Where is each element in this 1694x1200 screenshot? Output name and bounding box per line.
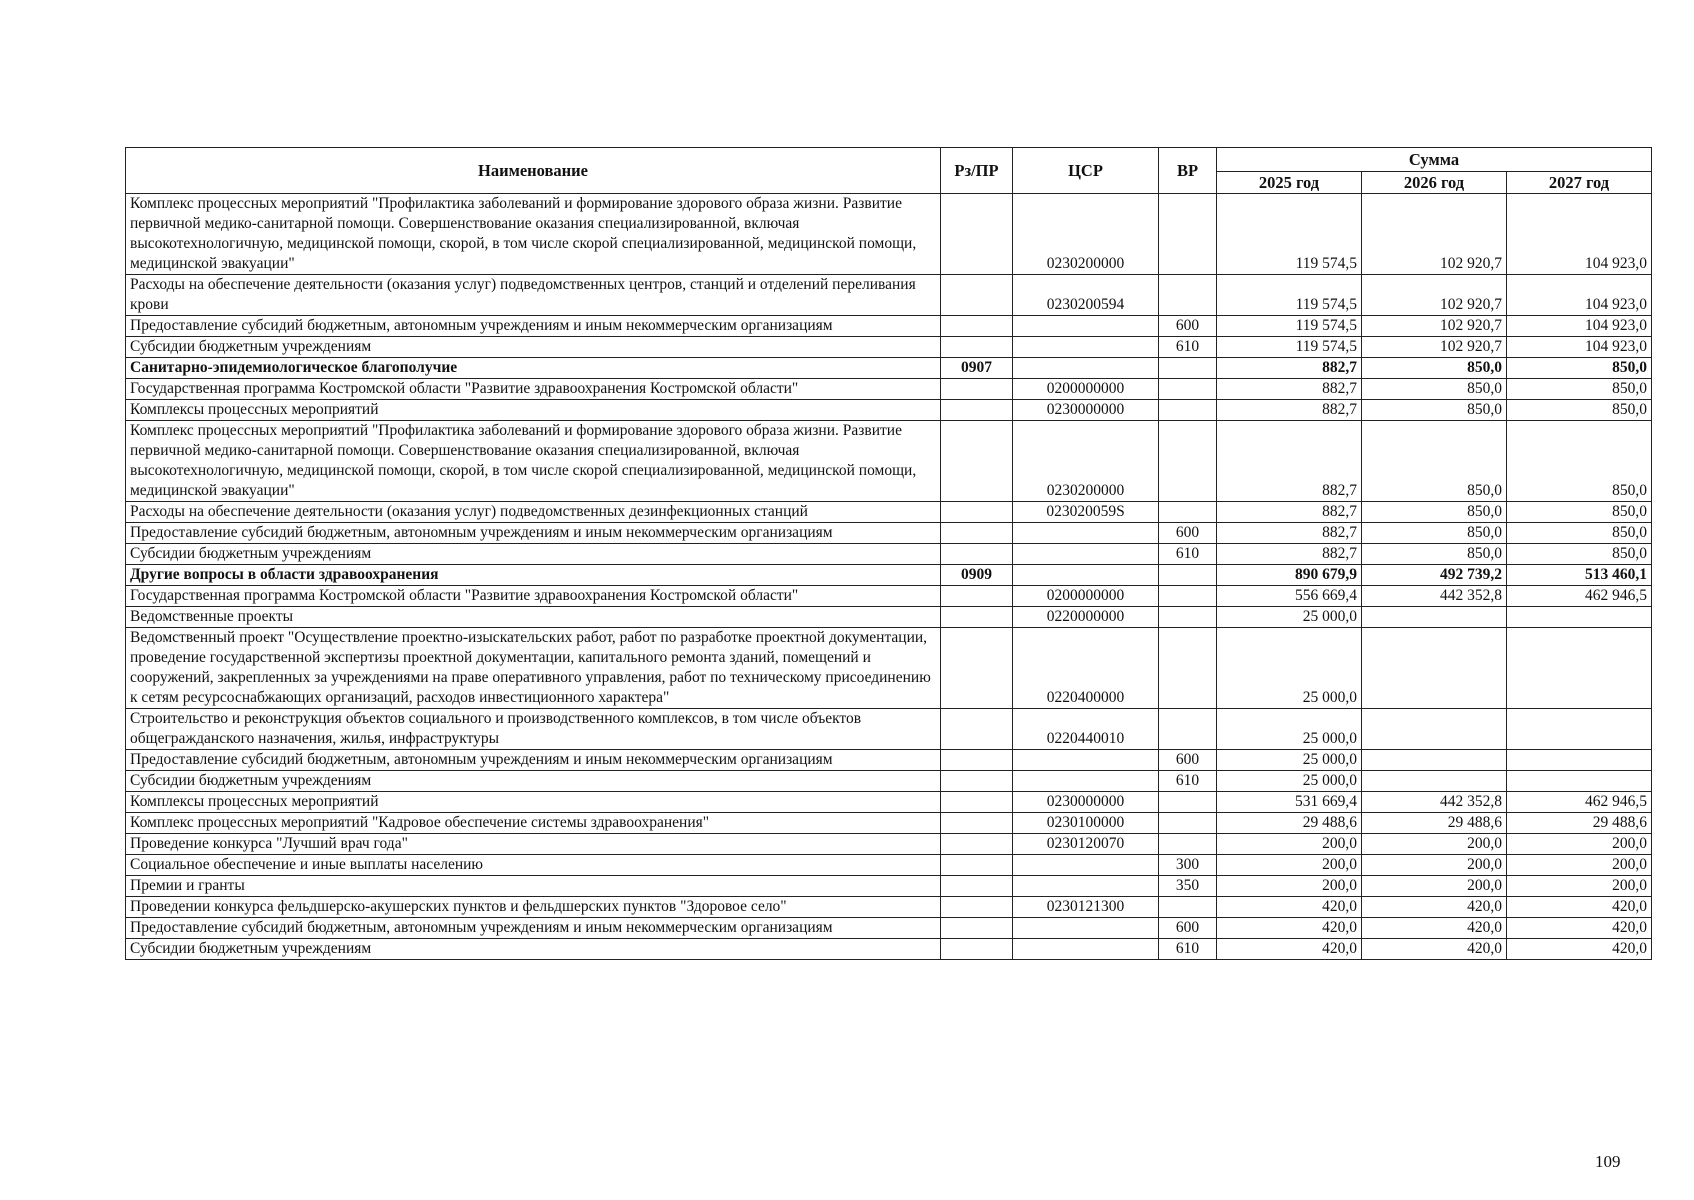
cell-2025: 882,7 xyxy=(1217,379,1362,400)
table-row xyxy=(126,628,1652,709)
cell-rzpr xyxy=(941,918,1013,939)
cell-2025: 25 000,0 xyxy=(1217,628,1362,709)
cell-vr xyxy=(1159,502,1217,523)
cell-2025: 531 669,4 xyxy=(1217,792,1362,813)
cell-rzpr xyxy=(941,855,1013,876)
cell-name: Проведении конкурса фельдшерско-акушерских пунктов и фельдшерских пунктов "Здоровое село" xyxy=(126,897,941,918)
budget-table xyxy=(125,147,1652,960)
cell-csr: 0230000000 xyxy=(1013,792,1159,813)
cell-vr xyxy=(1159,586,1217,607)
table-row xyxy=(126,607,1652,628)
cell-name: Расходы на обеспечение деятельности (оказания услуг) подведомственных дезинфекционных станций xyxy=(126,502,941,523)
cell-2025: 119 574,5 xyxy=(1217,337,1362,358)
cell-vr: 600 xyxy=(1159,523,1217,544)
cell-2025: 25 000,0 xyxy=(1217,771,1362,792)
cell-csr: 0220440010 xyxy=(1013,709,1159,750)
cell-rzpr xyxy=(941,275,1013,316)
cell-csr: 0230100000 xyxy=(1013,813,1159,834)
cell-2027 xyxy=(1507,709,1652,750)
cell-2026: 200,0 xyxy=(1362,855,1507,876)
table-row xyxy=(126,918,1652,939)
cell-2026: 200,0 xyxy=(1362,876,1507,897)
table-row xyxy=(126,523,1652,544)
table-row xyxy=(126,834,1652,855)
cell-rzpr xyxy=(941,337,1013,358)
table-row xyxy=(126,337,1652,358)
table-row xyxy=(126,813,1652,834)
cell-2025: 882,7 xyxy=(1217,502,1362,523)
cell-2026: 850,0 xyxy=(1362,544,1507,565)
cell-rzpr: 0909 xyxy=(941,565,1013,586)
cell-name: Комплекс процессных мероприятий "Профилактика заболеваний и формирование здорового образа жизни. Развитие первичной медико-санитарной помощи. Совершенствование оказания специализированной, включая высокотехнологичную, медицинской помощи, скорой, в том числе скорой специализированной, медицинской помощи, медицинской эвакуации" xyxy=(126,194,941,275)
cell-2026 xyxy=(1362,607,1507,628)
cell-2027: 850,0 xyxy=(1507,379,1652,400)
cell-2025: 882,7 xyxy=(1217,523,1362,544)
table-row xyxy=(126,750,1652,771)
cell-2027: 850,0 xyxy=(1507,358,1652,379)
cell-2025: 200,0 xyxy=(1217,855,1362,876)
cell-2025: 25 000,0 xyxy=(1217,750,1362,771)
cell-2025: 119 574,5 xyxy=(1217,275,1362,316)
cell-vr xyxy=(1159,565,1217,586)
header-year-2026: 2026 год xyxy=(1362,172,1507,194)
cell-csr: 0230200000 xyxy=(1013,421,1159,502)
cell-2027 xyxy=(1507,750,1652,771)
table-row xyxy=(126,586,1652,607)
cell-2026: 850,0 xyxy=(1362,358,1507,379)
cell-vr xyxy=(1159,628,1217,709)
cell-name: Предоставление субсидий бюджетным, автономным учреждениям и иным некоммерческим организациям xyxy=(126,918,941,939)
cell-2025: 420,0 xyxy=(1217,939,1362,960)
cell-vr: 350 xyxy=(1159,876,1217,897)
cell-name: Предоставление субсидий бюджетным, автономным учреждениям и иным некоммерческим организациям xyxy=(126,316,941,337)
cell-2025: 882,7 xyxy=(1217,400,1362,421)
table-row xyxy=(126,275,1652,316)
cell-2027: 200,0 xyxy=(1507,855,1652,876)
cell-rzpr xyxy=(941,607,1013,628)
table-header xyxy=(126,148,1652,194)
table-row xyxy=(126,316,1652,337)
table-row xyxy=(126,897,1652,918)
cell-2026: 850,0 xyxy=(1362,400,1507,421)
cell-csr xyxy=(1013,544,1159,565)
cell-vr xyxy=(1159,897,1217,918)
cell-name: Предоставление субсидий бюджетным, автономным учреждениям и иным некоммерческим организациям xyxy=(126,523,941,544)
table-row xyxy=(126,792,1652,813)
cell-csr: 0200000000 xyxy=(1013,586,1159,607)
cell-2026 xyxy=(1362,771,1507,792)
cell-2026: 850,0 xyxy=(1362,523,1507,544)
table-row xyxy=(126,939,1652,960)
table-row xyxy=(126,421,1652,502)
cell-2027: 462 946,5 xyxy=(1507,792,1652,813)
cell-2026: 102 920,7 xyxy=(1362,316,1507,337)
header-sum: Сумма xyxy=(1217,148,1652,172)
cell-name: Ведомственные проекты xyxy=(126,607,941,628)
cell-2025: 420,0 xyxy=(1217,897,1362,918)
cell-2026: 420,0 xyxy=(1362,897,1507,918)
cell-2026: 102 920,7 xyxy=(1362,337,1507,358)
cell-2026: 29 488,6 xyxy=(1362,813,1507,834)
cell-2027: 462 946,5 xyxy=(1507,586,1652,607)
cell-2027: 850,0 xyxy=(1507,400,1652,421)
cell-2025: 119 574,5 xyxy=(1217,316,1362,337)
cell-2027: 104 923,0 xyxy=(1507,194,1652,275)
cell-2026: 442 352,8 xyxy=(1362,586,1507,607)
cell-vr xyxy=(1159,421,1217,502)
table-row xyxy=(126,502,1652,523)
cell-2026: 850,0 xyxy=(1362,421,1507,502)
cell-2027: 420,0 xyxy=(1507,939,1652,960)
table-row xyxy=(126,544,1652,565)
cell-2027: 850,0 xyxy=(1507,523,1652,544)
cell-2026: 102 920,7 xyxy=(1362,275,1507,316)
cell-2027: 104 923,0 xyxy=(1507,337,1652,358)
cell-2027: 513 460,1 xyxy=(1507,565,1652,586)
cell-2025: 25 000,0 xyxy=(1217,709,1362,750)
cell-vr: 600 xyxy=(1159,750,1217,771)
cell-vr xyxy=(1159,358,1217,379)
cell-2027: 850,0 xyxy=(1507,421,1652,502)
cell-2027: 104 923,0 xyxy=(1507,316,1652,337)
cell-csr: 0230200594 xyxy=(1013,275,1159,316)
cell-2026: 492 739,2 xyxy=(1362,565,1507,586)
header-rzpr: Рз/ПР xyxy=(941,148,1013,194)
cell-csr: 0200000000 xyxy=(1013,379,1159,400)
cell-name: Комплексы процессных мероприятий xyxy=(126,400,941,421)
cell-csr xyxy=(1013,316,1159,337)
cell-vr xyxy=(1159,607,1217,628)
cell-rzpr xyxy=(941,586,1013,607)
cell-name: Предоставление субсидий бюджетным, автономным учреждениям и иным некоммерческим организациям xyxy=(126,750,941,771)
cell-rzpr xyxy=(941,400,1013,421)
cell-2026: 420,0 xyxy=(1362,939,1507,960)
cell-2025: 420,0 xyxy=(1217,918,1362,939)
cell-2027: 104 923,0 xyxy=(1507,275,1652,316)
cell-rzpr xyxy=(941,771,1013,792)
cell-2026: 200,0 xyxy=(1362,834,1507,855)
cell-2027: 29 488,6 xyxy=(1507,813,1652,834)
table-row xyxy=(126,855,1652,876)
cell-csr xyxy=(1013,358,1159,379)
cell-2025: 29 488,6 xyxy=(1217,813,1362,834)
cell-2026 xyxy=(1362,750,1507,771)
cell-rzpr xyxy=(941,792,1013,813)
cell-vr xyxy=(1159,379,1217,400)
cell-name: Проведение конкурса "Лучший врач года" xyxy=(126,834,941,855)
cell-vr xyxy=(1159,813,1217,834)
cell-2027: 200,0 xyxy=(1507,876,1652,897)
cell-csr xyxy=(1013,523,1159,544)
cell-name: Санитарно-эпидемиологическое благополучие xyxy=(126,358,941,379)
cell-name: Другие вопросы в области здравоохранения xyxy=(126,565,941,586)
table-row xyxy=(126,709,1652,750)
header-name: Наименование xyxy=(126,148,941,194)
cell-vr: 600 xyxy=(1159,316,1217,337)
cell-2025: 200,0 xyxy=(1217,834,1362,855)
cell-name: Премии и гранты xyxy=(126,876,941,897)
cell-2025: 200,0 xyxy=(1217,876,1362,897)
cell-name: Ведомственный проект "Осуществление проектно-изыскательских работ, работ по разработке проектной документации, проведение государственной экспертизы проектной документации, капитального ремонта зданий, помещений и сооружений, закрепленных за учреждениями на праве оперативного управления, работ по техническому присоединению к сетям ресурсоснабжающих организаций, расходов инвестиционного характера" xyxy=(126,628,941,709)
cell-vr xyxy=(1159,400,1217,421)
cell-csr xyxy=(1013,337,1159,358)
cell-vr xyxy=(1159,275,1217,316)
cell-vr: 610 xyxy=(1159,771,1217,792)
table-row xyxy=(126,379,1652,400)
cell-csr: 0230120070 xyxy=(1013,834,1159,855)
cell-2025: 25 000,0 xyxy=(1217,607,1362,628)
cell-csr xyxy=(1013,771,1159,792)
header-year-2027: 2027 год xyxy=(1507,172,1652,194)
cell-vr: 610 xyxy=(1159,544,1217,565)
cell-2026: 850,0 xyxy=(1362,502,1507,523)
cell-csr xyxy=(1013,939,1159,960)
cell-name: Комплекс процессных мероприятий "Кадровое обеспечение системы здравоохранения" xyxy=(126,813,941,834)
cell-csr xyxy=(1013,565,1159,586)
cell-vr: 300 xyxy=(1159,855,1217,876)
cell-2025: 882,7 xyxy=(1217,358,1362,379)
cell-2025: 556 669,4 xyxy=(1217,586,1362,607)
cell-vr: 610 xyxy=(1159,939,1217,960)
cell-csr: 0230200000 xyxy=(1013,194,1159,275)
cell-name: Расходы на обеспечение деятельности (оказания услуг) подведомственных центров, станций и отделений переливания крови xyxy=(126,275,941,316)
cell-rzpr xyxy=(941,379,1013,400)
table-body xyxy=(126,194,1652,960)
cell-2026: 442 352,8 xyxy=(1362,792,1507,813)
cell-vr xyxy=(1159,194,1217,275)
page-number: 109 xyxy=(1595,1152,1621,1171)
cell-2026 xyxy=(1362,628,1507,709)
cell-rzpr xyxy=(941,194,1013,275)
cell-2027: 420,0 xyxy=(1507,918,1652,939)
table-row xyxy=(126,358,1652,379)
cell-vr: 610 xyxy=(1159,337,1217,358)
cell-csr xyxy=(1013,876,1159,897)
cell-csr: 0230000000 xyxy=(1013,400,1159,421)
cell-csr: 0230121300 xyxy=(1013,897,1159,918)
cell-name: Государственная программа Костромской области "Развитие здравоохранения Костромской области" xyxy=(126,379,941,400)
cell-2026 xyxy=(1362,709,1507,750)
cell-2026: 420,0 xyxy=(1362,918,1507,939)
cell-2027 xyxy=(1507,771,1652,792)
cell-rzpr xyxy=(941,544,1013,565)
cell-2025: 119 574,5 xyxy=(1217,194,1362,275)
cell-rzpr: 0907 xyxy=(941,358,1013,379)
cell-2025: 882,7 xyxy=(1217,421,1362,502)
header-vr: ВР xyxy=(1159,148,1217,194)
cell-2026: 850,0 xyxy=(1362,379,1507,400)
cell-name: Комплекс процессных мероприятий "Профилактика заболеваний и формирование здорового образа жизни. Развитие первичной медико-санитарной помощи. Совершенствование оказания специализированной, включая высокотехнологичную, медицинской помощи, скорой, в том числе скорой специализированной, медицинской помощи, медицинской эвакуации" xyxy=(126,421,941,502)
cell-name: Комплексы процессных мероприятий xyxy=(126,792,941,813)
cell-2027: 420,0 xyxy=(1507,897,1652,918)
cell-name: Субсидии бюджетным учреждениям xyxy=(126,544,941,565)
cell-vr xyxy=(1159,792,1217,813)
cell-rzpr xyxy=(941,421,1013,502)
cell-csr: 0220400000 xyxy=(1013,628,1159,709)
table-row xyxy=(126,565,1652,586)
cell-vr xyxy=(1159,709,1217,750)
header-year-2025: 2025 год xyxy=(1217,172,1362,194)
table-row xyxy=(126,876,1652,897)
cell-csr xyxy=(1013,918,1159,939)
table-row xyxy=(126,400,1652,421)
cell-csr xyxy=(1013,855,1159,876)
header-csr: ЦСР xyxy=(1013,148,1159,194)
cell-name: Субсидии бюджетным учреждениям xyxy=(126,939,941,960)
cell-name: Субсидии бюджетным учреждениям xyxy=(126,337,941,358)
cell-csr: 0220000000 xyxy=(1013,607,1159,628)
table-row xyxy=(126,194,1652,275)
cell-rzpr xyxy=(941,897,1013,918)
cell-vr: 600 xyxy=(1159,918,1217,939)
cell-2025: 890 679,9 xyxy=(1217,565,1362,586)
cell-rzpr xyxy=(941,750,1013,771)
cell-csr: 023020059S xyxy=(1013,502,1159,523)
cell-2025: 882,7 xyxy=(1217,544,1362,565)
cell-vr xyxy=(1159,834,1217,855)
cell-2027: 850,0 xyxy=(1507,502,1652,523)
cell-name: Государственная программа Костромской области "Развитие здравоохранения Костромской области" xyxy=(126,586,941,607)
cell-2026: 102 920,7 xyxy=(1362,194,1507,275)
cell-2027: 200,0 xyxy=(1507,834,1652,855)
cell-csr xyxy=(1013,750,1159,771)
table-row xyxy=(126,771,1652,792)
cell-rzpr xyxy=(941,939,1013,960)
cell-rzpr xyxy=(941,813,1013,834)
cell-2027: 850,0 xyxy=(1507,544,1652,565)
cell-rzpr xyxy=(941,502,1013,523)
cell-rzpr xyxy=(941,628,1013,709)
cell-rzpr xyxy=(941,523,1013,544)
cell-2027 xyxy=(1507,628,1652,709)
cell-rzpr xyxy=(941,709,1013,750)
cell-rzpr xyxy=(941,316,1013,337)
cell-name: Субсидии бюджетным учреждениям xyxy=(126,771,941,792)
cell-name: Строительство и реконструкция объектов социального и производственного комплексов, в том числе объектов общегражданского назначения, жилья, инфраструктуры xyxy=(126,709,941,750)
cell-rzpr xyxy=(941,834,1013,855)
cell-2027 xyxy=(1507,607,1652,628)
cell-name: Социальное обеспечение и иные выплаты населению xyxy=(126,855,941,876)
cell-rzpr xyxy=(941,876,1013,897)
